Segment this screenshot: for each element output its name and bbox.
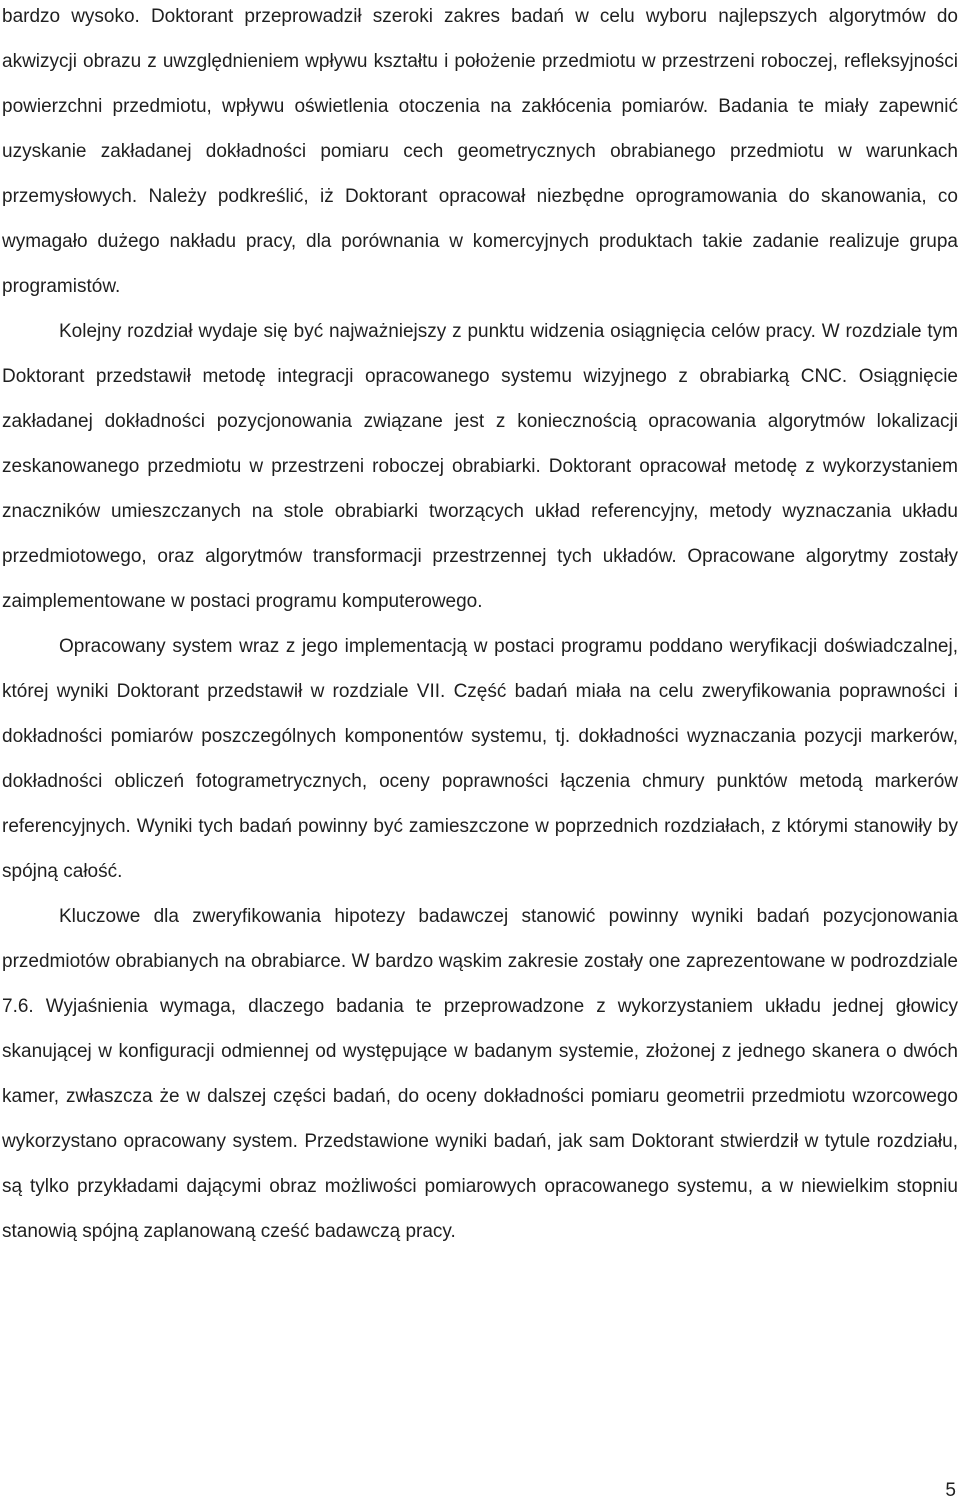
paragraph-experimental-verification: Opracowany system wraz z jego implementacją w postaci programu poddano weryfikacji doświadczalnej, której wyniki Doktorant przedstawił w rozdziale VII. Część badań miała na celu zweryfikowania poprawności i dokładności pomiarów poszczególnych komponentów systemu, tj. dokładności wyznaczania pozycji markerów, dokładności obliczeń fotogrametrycznych, oceny poprawności łączenia chmury punktów metodą markerów referencyjnych. Wyniki tych badań powinny być zamieszczone w poprzednich rozdziałach, z którymi stanowiły by spójną całość. (2, 636, 958, 882)
document-body (2, 0, 958, 1254)
paragraph-positioning-results: Kluczowe dla zweryfikowania hipotezy badawczej stanowić powinny wyniki badań pozycjonowania przedmiotów obrabianych na obrabiarce. W bardzo wąskim zakresie zostały one zaprezentowane w podrozdziale 7.6. Wyjaśnienia wymaga, dlaczego badania te przeprowadzone z wykorzystaniem układu jednej głowicy skanującej w konfiguracji odmiennej od występujące w badanym systemie, złożonej z jednego skanera o dwóch kamer, zwłaszcza że w dalszej części badań, do oceny dokładności pomiaru geometrii przedmiotu wzorcowego wykorzystano opracowany system. Przedstawione wyniki badań, jak sam Doktorant stwierdził w tytule rozdziału, są tylko przykładami dającymi obraz możliwości pomiarowych opracowanego systemu, a w niewielkim stopniu stanowią spójną zaplanowaną cześć badawczą pracy. (2, 906, 958, 1242)
paragraph-continuation: bardzo wysoko. Doktorant przeprowadził szeroki zakres badań w celu wyboru najlepszych algorytmów do akwizycji obrazu z uwzględnieniem wpływu kształtu i położenie przedmiotu w przestrzeni roboczej, refleksyjności powierzchni przedmiotu, wpływu oświetlenia otoczenia na zakłócenia pomiarów. Badania te miały zapewnić uzyskanie zakładanej dokładności pomiaru cech geometrycznych obrabianego przedmiotu w warunkach przemysłowych. Należy podkreślić, iż Doktorant opracował niezbędne oprogramowania do skanowania, co wymagało dużego nakładu pracy, dla porównania w komercyjnych produktach takie zadanie realizuje grupa programistów. (2, 6, 958, 297)
page-number: 5 (945, 1480, 956, 1501)
paragraph-integration-method: Kolejny rozdział wydaje się być najważniejszy z punktu widzenia osiągnięcia celów pracy. W rozdziale tym Doktorant przedstawił metodę integracji opracowanego systemu wizyjnego z obrabiarką CNC. Osiągnięcie zakładanej dokładności pozycjonowania związane jest z koniecznością opracowania algorytmów lokalizacji zeskanowanego przedmiotu w przestrzeni roboczej obrabiarki. Doktorant opracował metodę z wykorzystaniem znaczników umieszczanych na stole obrabiarki tworzących układ referencyjny, metody wyznaczania układu przedmiotowego, oraz algorytmów transformacji przestrzennej tych układów. Opracowane algorytmy zostały zaimplementowane w postaci programu komputerowego. (2, 321, 958, 612)
